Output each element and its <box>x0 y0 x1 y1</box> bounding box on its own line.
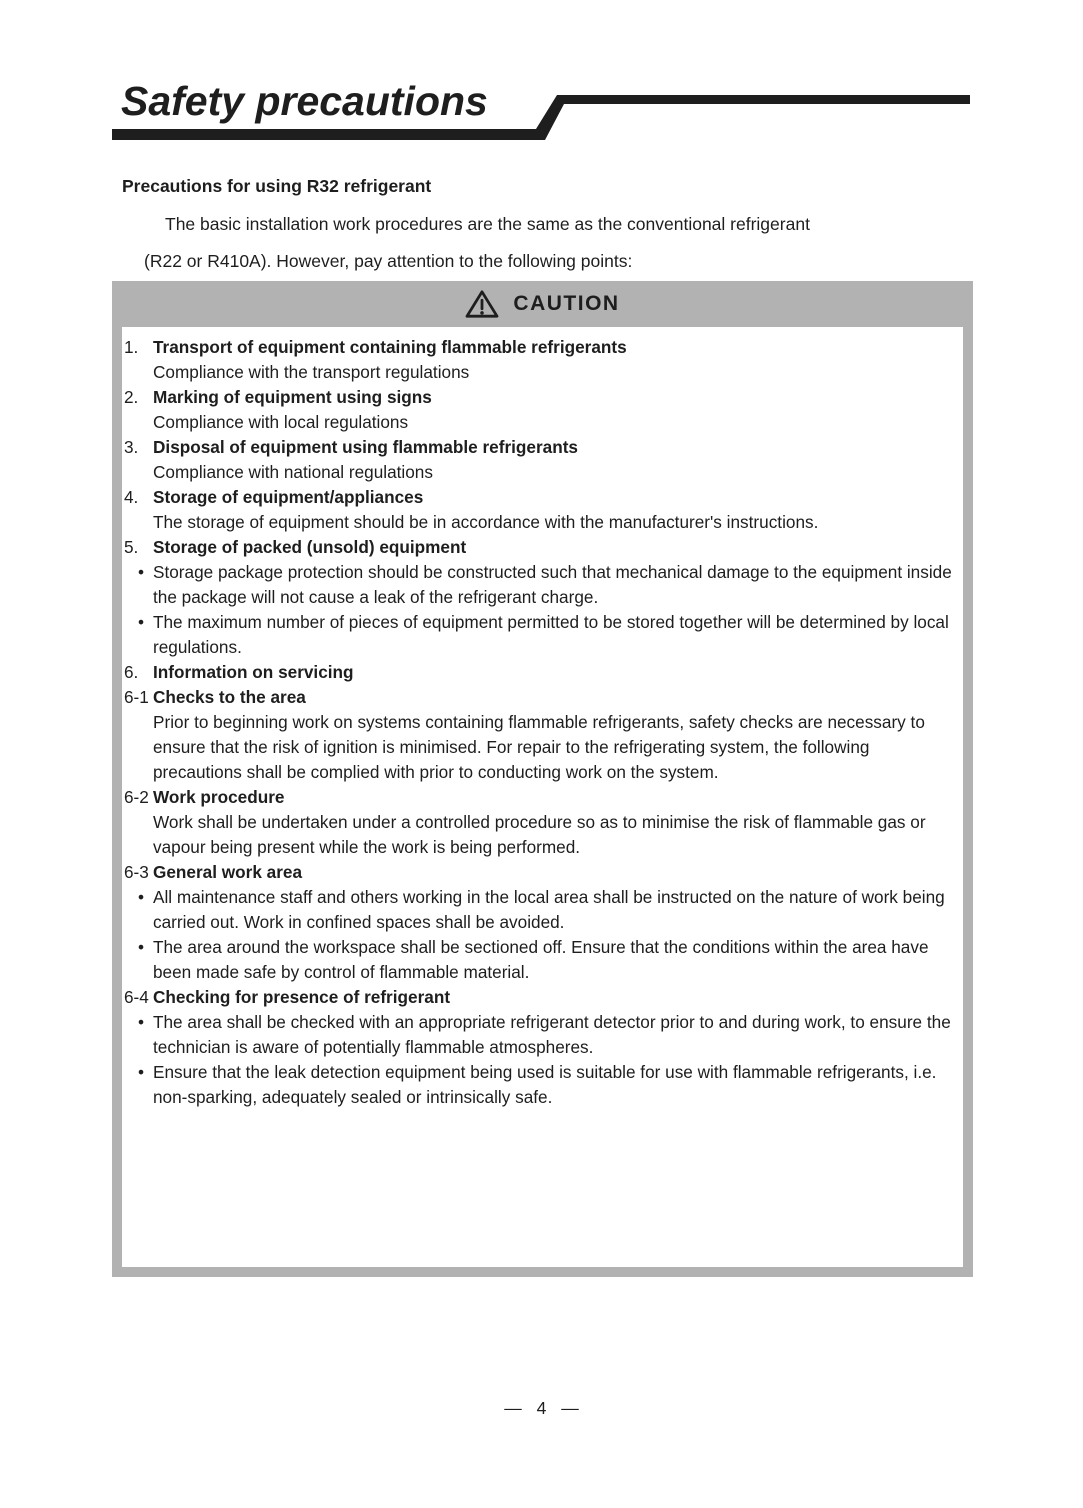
item-number: 4. <box>124 487 139 507</box>
caution-label: CAUTION <box>513 292 620 315</box>
page-title: Safety precautions <box>121 78 488 124</box>
header-rule-decoration <box>112 91 970 143</box>
item-heading <box>124 660 953 685</box>
item-number: 1. <box>124 337 139 357</box>
bullet-item <box>124 560 953 610</box>
intro-heading: Precautions for using R32 refrigerant <box>122 176 432 196</box>
bullet-item <box>124 1010 953 1060</box>
intro-paragraph-line2: (R22 or R410A). However, pay attention to the following points: <box>144 251 633 271</box>
item-title: Disposal of equipment using flammable refrigerants <box>153 437 578 457</box>
caution-item <box>124 335 953 385</box>
item-heading <box>124 785 953 810</box>
item-heading <box>124 860 953 885</box>
caution-item <box>124 385 953 435</box>
item-title: Transport of equipment containing flammable refrigerants <box>153 337 627 357</box>
caution-item <box>124 435 953 485</box>
bullet-item <box>124 885 953 935</box>
item-title: Work procedure <box>153 787 285 807</box>
caution-item <box>124 785 953 860</box>
intro-paragraph-line1: The basic installation work procedures are the same as the conventional refrigerant <box>165 214 810 234</box>
item-heading <box>124 435 953 460</box>
item-title: Information on servicing <box>153 662 354 682</box>
bullet-text: All maintenance staff and others working in the local area shall be instructed on the nature of work being carried out. Work in confined spaces shall be avoided. <box>153 887 945 932</box>
caution-item <box>124 660 953 685</box>
item-title: Marking of equipment using signs <box>153 387 432 407</box>
item-text: Compliance with national regulations <box>153 462 433 482</box>
bullet-text: The maximum number of pieces of equipment permitted to be stored together will be determined by local regulations. <box>153 612 949 657</box>
item-heading <box>124 485 953 510</box>
warning-triangle-icon <box>465 289 499 319</box>
bullet-marker: • <box>138 887 145 907</box>
caution-item <box>124 535 953 660</box>
item-number: 6-4 <box>124 987 149 1007</box>
bullet-text: The area shall be checked with an appropriate refrigerant detector prior to and during work, to ensure the technician is aware of potentially flammable atmospheres. <box>153 1012 951 1057</box>
item-text: Work shall be undertaken under a controlled procedure so as to minimise the risk of flammable gas or vapour being present while the work is being performed. <box>153 812 926 857</box>
item-title: Checking for presence of refrigerant <box>153 987 451 1007</box>
item-heading <box>124 335 953 360</box>
item-number: 6. <box>124 662 139 682</box>
item-title: Checks to the area <box>153 687 306 707</box>
bullet-text: Storage package protection should be constructed such that mechanical damage to the equipment inside the package will not cause a leak of the refrigerant charge. <box>153 562 952 607</box>
item-number: 6-3 <box>124 862 149 882</box>
bullet-item <box>124 935 953 985</box>
page-number: — 4 — <box>504 1398 579 1418</box>
item-number: 3. <box>124 437 139 457</box>
bullet-text: Ensure that the leak detection equipment being used is suitable for use with flammable refrigerants, i.e. non-sparking, adequately sealed or intrinsically safe. <box>153 1062 937 1107</box>
bullet-item <box>124 610 953 660</box>
caution-list <box>124 335 953 1110</box>
item-text: Compliance with the transport regulations <box>153 362 470 382</box>
caution-header <box>112 281 973 327</box>
item-title: Storage of packed (unsold) equipment <box>153 537 467 557</box>
bullet-item <box>124 1060 953 1110</box>
item-title: Storage of equipment/appliances <box>153 487 424 507</box>
caution-body <box>122 327 963 1267</box>
caution-item <box>124 685 953 785</box>
item-number: 2. <box>124 387 139 407</box>
caution-item <box>124 860 953 985</box>
caution-box <box>112 281 973 1277</box>
item-heading <box>124 985 953 1010</box>
item-text: Compliance with local regulations <box>153 412 409 432</box>
item-heading <box>124 685 953 710</box>
item-number: 6-2 <box>124 787 149 807</box>
item-text: Prior to beginning work on systems containing flammable refrigerants, safety checks are necessary to ensure that the risk of ignition is minimised. For repair to the refrigerating system, the following precautions shall be complied with prior to conducting work on the system. <box>153 712 925 782</box>
bullet-marker: • <box>138 1012 145 1032</box>
item-number: 6-1 <box>124 687 149 707</box>
item-heading <box>124 535 953 560</box>
bullet-marker: • <box>138 612 145 632</box>
bullet-marker: • <box>138 1062 145 1082</box>
bullet-marker: • <box>138 562 145 582</box>
bullet-text: The area around the workspace shall be sectioned off. Ensure that the conditions within the area have been made safe by control of flammable material. <box>153 937 929 982</box>
item-title: General work area <box>153 862 303 882</box>
item-heading <box>124 385 953 410</box>
caution-item <box>124 485 953 535</box>
caution-item <box>124 985 953 1110</box>
item-text: The storage of equipment should be in accordance with the manufacturer's instructions. <box>153 512 819 532</box>
bullet-marker: • <box>138 937 145 957</box>
item-number: 5. <box>124 537 139 557</box>
